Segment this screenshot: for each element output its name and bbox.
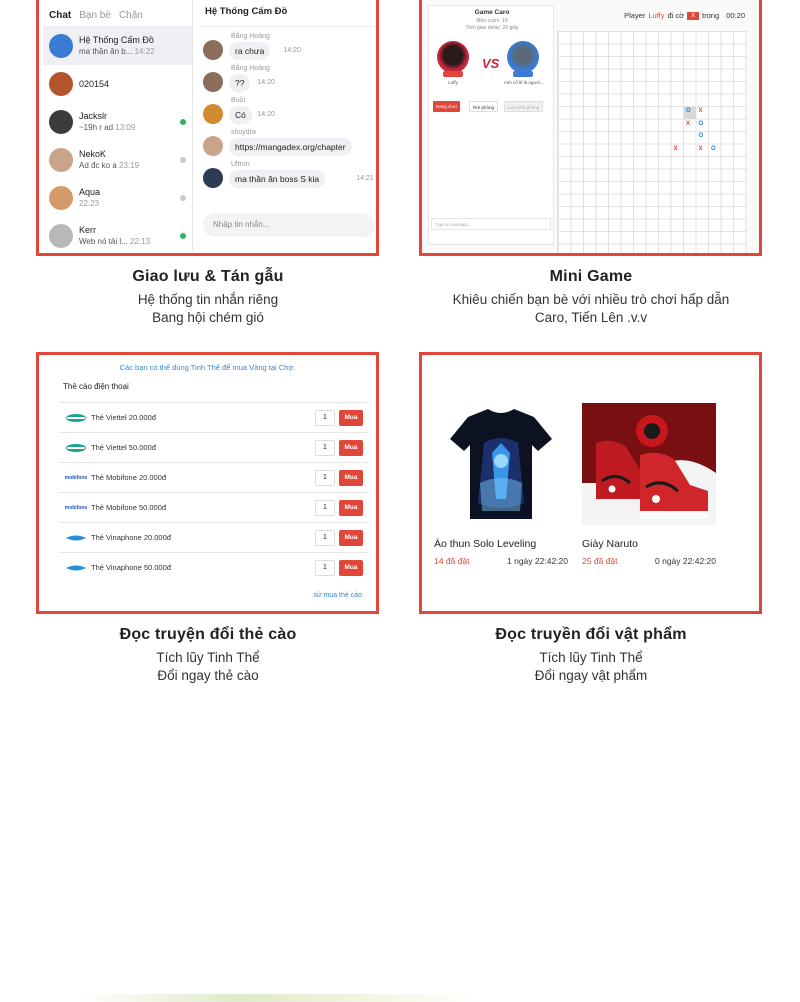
turn-status [624,11,745,20]
room-title: Hệ Thống Cấm Đồ [197,0,377,27]
feature-line: Tích lũy Tinh Thể [156,650,260,665]
feature-title: Mini Game [549,268,633,285]
feature-title: Giao lưu & Tán gẫu [132,268,284,285]
topup-row [59,492,369,522]
buy-button[interactable]: Mua [339,440,363,456]
conversation-item[interactable] [43,27,192,65]
status-dot [180,195,186,201]
card-name: Thẻ Mobifone 20.000đ [91,473,167,482]
conversation-name: Aqua [79,187,101,197]
chat-message [197,31,377,63]
item-name: Áo thun Solo Leveling [434,538,537,550]
x-mark: X [698,145,703,152]
viettel-logo-icon [65,413,87,423]
o-mark: O [711,145,716,152]
chat-room [197,0,377,251]
game-title: Game Caro [474,9,510,16]
topup-row [59,552,369,582]
chat-message [197,159,377,191]
message-input[interactable]: Nhập tin nhắn... [203,213,375,237]
player2-name: Anh cổ lê là người... [503,80,545,85]
conversation-preview: Web nó tải l... 22:13 [79,237,151,246]
leave-room-button[interactable]: Rời phòng [469,101,498,112]
feature-line: Đổi ngay vật phẩm [534,668,648,683]
chat-message [197,95,377,127]
topup-history-link[interactable]: sử mua thẻ cào [313,592,362,599]
item-time: 1 ngày 22:42:20 [507,556,568,566]
conversation-item[interactable] [43,179,192,217]
o-mark: O [698,133,704,139]
player2-avatar [507,41,539,73]
chat-message [197,63,377,95]
game-bet: Mức cược: 10 [476,18,508,24]
message-time: 14:20 [257,79,275,86]
message-sender: shuydra [231,129,256,136]
card-name: Thẻ Vinaphone 20.000đ [91,533,171,542]
card-name: Thẻ Viettel 50.000đ [91,443,156,452]
item-name: Giày Naruto [582,538,639,550]
game-sidebar [428,5,554,245]
x-mark: X [686,120,691,127]
turn-prefix: Player [624,11,646,20]
turn-timer: 00:20 [726,11,745,20]
avatar [49,224,73,248]
tab-blocked[interactable]: Chặn [118,10,143,21]
topup-row [59,402,369,432]
buy-button[interactable]: Mua [339,560,363,576]
message-sender: Buồi [231,97,246,104]
caro-board[interactable] [557,31,747,253]
conversation-name: Kerr [79,225,97,235]
minigame-preview-card [419,0,762,256]
message-time: 14:20 [283,47,301,54]
feature-minigame [411,268,771,327]
topup-title: Thẻ cào điện thoại [63,382,129,391]
buy-button[interactable]: Mua [339,500,363,516]
quantity-input[interactable]: 1 [315,560,335,576]
exit-room-button[interactable]: Lưu khỏi phòng [504,101,543,112]
feature-line: Bang hội chém gió [152,310,264,325]
viettel-logo-icon [65,443,87,453]
card-name: Thẻ Viettel 20.000đ [91,413,156,422]
topup-row [59,432,369,462]
message-time: 14:21 [356,175,374,182]
quantity-input[interactable]: 1 [315,530,335,546]
message-bubble: Có [229,106,252,124]
avatar [49,186,73,210]
avatar [49,34,73,58]
conversation-name: 020154 [79,78,110,89]
game-delay: Thời gian delay: 20 giây [465,25,519,31]
player1-name: Luffy [448,80,458,85]
message-bubble: ?? [229,74,250,92]
chat-tabs [43,0,192,27]
avatar [203,104,223,124]
card-name: Thẻ Mobifone 50.000đ [91,503,167,512]
mobifone-logo-icon: mobifone [64,474,88,481]
playing-button[interactable]: Đang chơi [433,101,460,112]
turn-suffix: trong [702,11,720,20]
quantity-input[interactable]: 1 [315,440,335,456]
feature-line: Tích lũy Tinh Thể [539,650,643,665]
status-dot [180,119,186,125]
quantity-input[interactable]: 1 [315,500,335,516]
buy-button[interactable]: Mua [339,470,363,486]
message-sender: Bằng Hoàng [231,33,270,40]
tab-friends[interactable]: Bạn bè [79,10,111,21]
avatar [203,72,223,92]
game-board-area [556,3,759,249]
quantity-input[interactable]: 1 [315,470,335,486]
mobifone-logo-icon: mobifone [64,504,88,511]
turn-mark: X [687,12,699,20]
feature-line: Hệ thống tin nhắn riêng [137,292,279,307]
avatar [203,40,223,60]
shop-item[interactable] [434,403,568,566]
shoes-image [582,403,716,525]
item-sold: 14 đã đặt [434,556,470,566]
conversation-item[interactable] [43,65,192,103]
topup-list [59,402,369,582]
feature-title: Đọc truyền đổi vật phẩm [495,626,687,643]
o-mark: O [698,120,704,127]
conversation-list [43,0,193,251]
game-chat-input[interactable]: Type a message... [431,218,551,230]
x-mark: X [698,108,703,114]
shop-item[interactable] [582,403,716,566]
conversation-preview: 22:23 [79,199,100,208]
buy-button[interactable]: Mua [339,530,363,546]
conversation-name: Jackslr [79,111,108,121]
bottom-decoration [0,994,800,1002]
chat-preview-card [36,0,379,256]
avatar [49,110,73,134]
avatar [203,168,223,188]
topup-note: Các bạn có thể dùng Tinh Thể để mua Vàng tại Chợ. [119,363,296,372]
conversation-preview: Ad đc ko a 23:19 [79,161,140,170]
vs-label: VS [482,56,500,71]
feature-line: Khiêu chiến bạn bè với nhiều trò chơi hấp dẫn [452,292,730,307]
conversation-preview: ma thần ăn b... 14:22 [79,47,155,56]
conversation-item[interactable] [43,141,192,179]
message-bubble: ra chưa [229,42,270,60]
chat-message [197,127,377,159]
message-sender: Ultron [231,161,250,168]
feature-shop [411,626,771,685]
avatar [49,72,73,96]
buy-button[interactable]: Mua [339,410,363,426]
feature-line: Đổi ngay thẻ cào [157,668,259,683]
avatar [203,136,223,156]
message-bubble: https://mangadex.org/chapter [229,138,352,156]
conversation-item[interactable] [43,103,192,141]
topup-preview-card [36,352,379,614]
vinaphone-logo-icon [65,533,87,543]
item-time: 0 ngày 22:42:20 [655,556,716,566]
topup-row [59,522,369,552]
quantity-input[interactable]: 1 [315,410,335,426]
topup-row [59,462,369,492]
item-sold: 25 đã đặt [582,556,618,566]
x-mark: X [673,145,678,152]
conversation-name: NekoK [79,149,107,159]
player1-avatar [437,41,469,73]
feature-topup [28,626,388,685]
message-sender: Bằng Hoàng [231,65,270,72]
feature-chat [28,268,388,327]
shop-preview-card [419,352,762,614]
message-time: 14:20 [257,111,275,118]
conversation-name: Hệ Thống Cấm Đồ [79,35,154,45]
message-bubble: ma thần ăn boss S kia [229,170,325,188]
feature-title: Đọc truyện đổi thẻ cào [119,626,297,643]
turn-player: Luffy [648,11,665,20]
turn-mid: đi cờ [667,11,685,20]
avatar [49,148,73,172]
conversation-item[interactable] [43,217,192,255]
tab-chat[interactable]: Chat [49,10,72,21]
status-dot [180,233,186,239]
status-dot [180,157,186,163]
o-mark: O [686,108,691,114]
vinaphone-logo-icon [65,563,87,573]
player2-mark [513,71,533,77]
conversation-preview: ~19h r ad 13:09 [79,123,136,132]
card-name: Thẻ Vinaphone 50.000đ [91,563,171,572]
feature-line: Caro, Tiến Lên .v.v [534,310,648,325]
player1-mark [443,71,463,77]
tshirt-image [434,403,568,525]
